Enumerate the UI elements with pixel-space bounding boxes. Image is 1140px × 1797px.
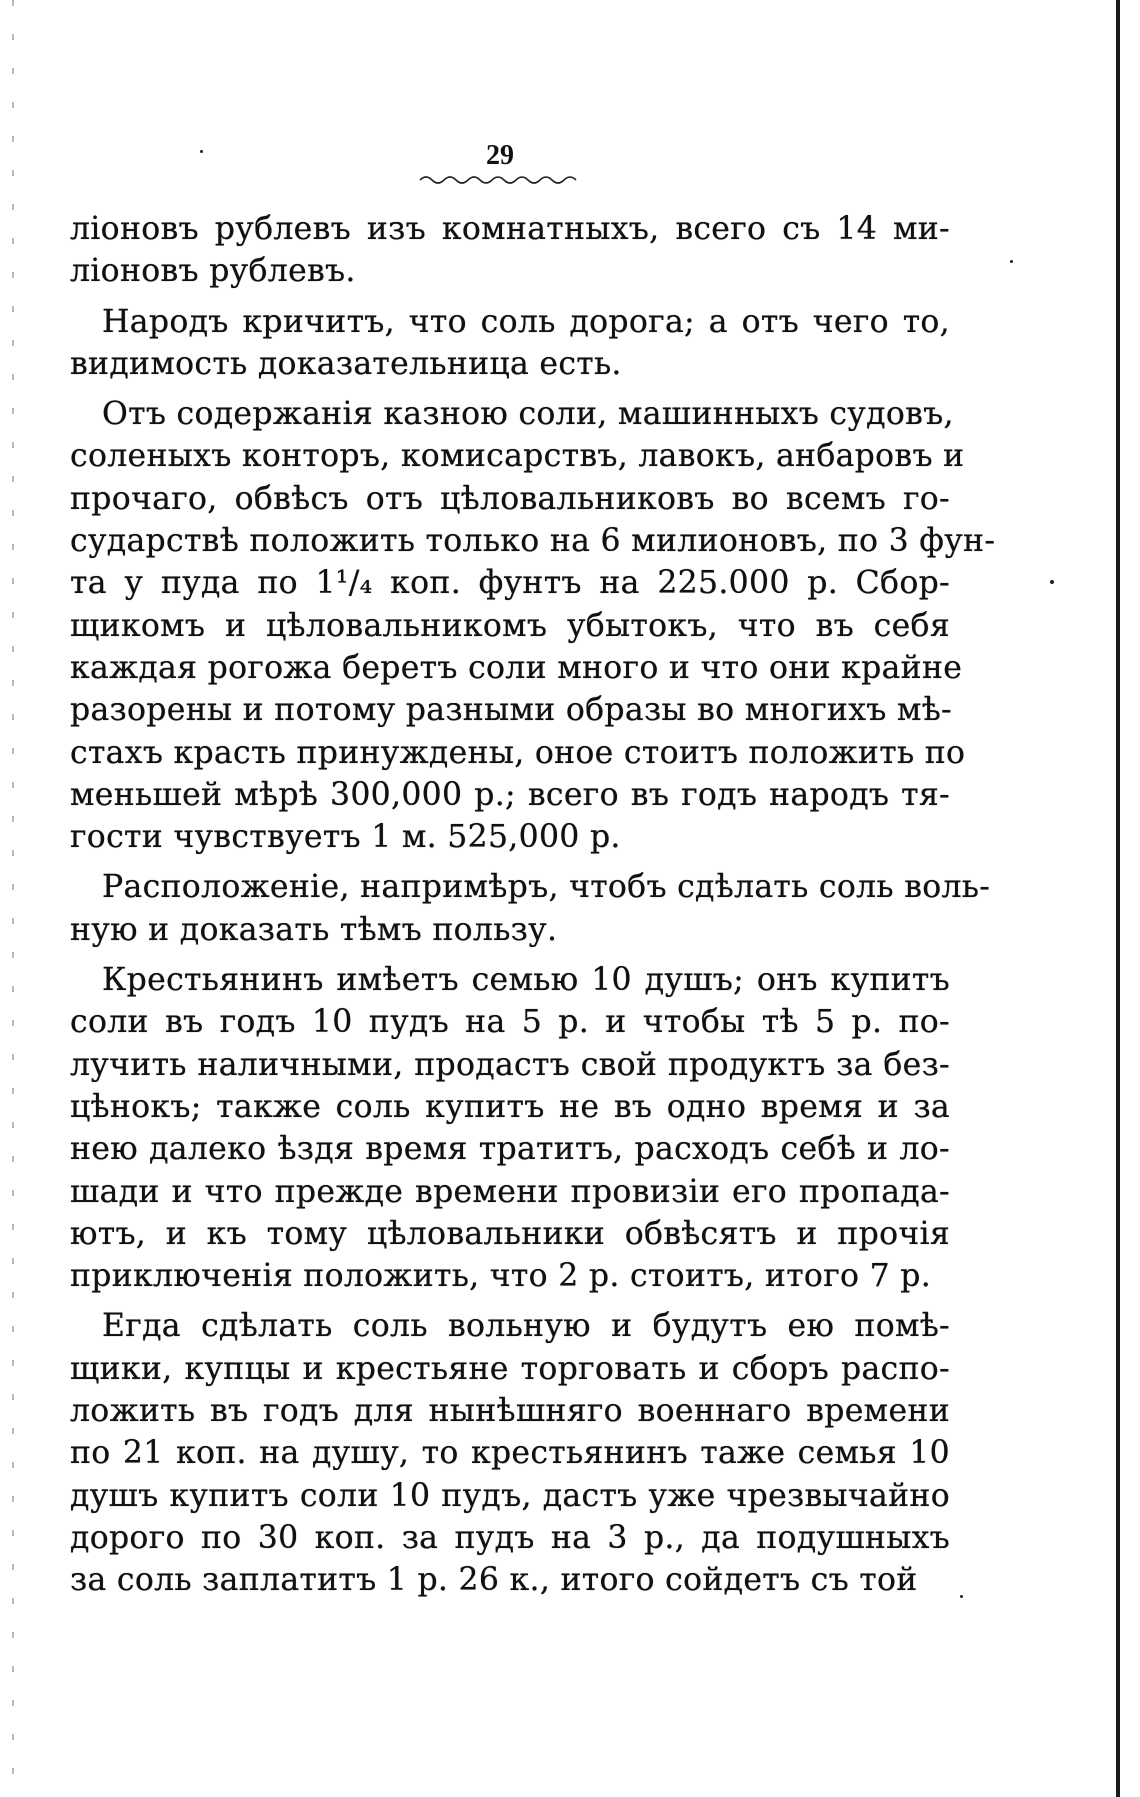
- text-line: Егда сдѣлать соль вольную и будутъ ею помѣ-: [102, 1308, 950, 1345]
- paragraph: [70, 1305, 950, 1601]
- text-line: ліоновъ рублевъ.: [70, 253, 356, 290]
- page-edge-shadow: [1116, 0, 1120, 1797]
- text-line: лучить наличными, продастъ свой продуктъ за без-: [70, 1046, 950, 1083]
- text-line: меньшей мѣрѣ 300,000 р.; всего въ годъ народъ тя-: [70, 776, 950, 813]
- text-line: стахъ красть принуждены, оное стоитъ положить по: [70, 734, 966, 771]
- text-line: каждая рогожа беретъ соли много и что они крайне: [70, 649, 963, 686]
- text-line: гости чувствуетъ 1 м. 525,000 р.: [70, 819, 621, 856]
- scan-edge-marks: [12, 0, 14, 1797]
- text-line: прочаго, обвѣсъ отъ цѣловальниковъ во всемъ го-: [70, 480, 950, 517]
- text-line: дорого по 30 коп. за пудъ на 3 р., да подушныхъ: [70, 1519, 950, 1556]
- text-line: душъ купитъ соли 10 пудъ, дастъ уже чрезвычайно: [70, 1477, 950, 1514]
- ink-speck: [1010, 260, 1013, 263]
- text-line: цѣнокъ; также соль купитъ не въ одно время и за: [70, 1088, 950, 1125]
- text-line: ную и доказать тѣмъ пользу.: [70, 911, 558, 948]
- wavy-rule-ornament: [418, 172, 578, 186]
- paragraph: [70, 393, 996, 858]
- text-line: соли въ годъ 10 пудъ на 5 р. и чтобы тѣ 5 р. по-: [70, 1004, 950, 1041]
- body-text: [70, 208, 996, 1610]
- text-line: видимость доказательница есть.: [70, 345, 622, 382]
- text-line: по 21 коп. на душу, то крестьянинъ таже семья 10: [70, 1435, 950, 1472]
- text-line: Народъ кричитъ, что соль дорога; а отъ чего то,: [102, 303, 950, 340]
- ink-speck: [1050, 580, 1054, 584]
- paragraph: [70, 208, 950, 293]
- text-line: Отъ содержанія казною соли, машинныхъ судовъ,: [102, 396, 954, 433]
- text-line: шади и что прежде времени провизіи его пропада-: [70, 1173, 950, 1210]
- text-line: ліоновъ рублевъ изъ комнатныхъ, всего съ 14 ми-: [70, 211, 950, 247]
- paragraph: [70, 301, 950, 386]
- text-line: разорены и потому разными образы во многихъ мѣ-: [70, 692, 952, 729]
- text-line: ютъ, и къ тому цѣловальники обвѣсятъ и прочія: [70, 1215, 950, 1252]
- text-line: ложить въ годъ для нынѣшняго военнаго времени: [70, 1393, 950, 1430]
- text-line: соленыхъ конторъ, комисарствъ, лавокъ, анбаровъ и: [70, 438, 965, 475]
- text-line: сударствѣ положить только на 6 милионовъ, по 3 фун-: [70, 523, 996, 560]
- text-line: Расположеніе, напримѣръ, чтобъ сдѣлать соль воль-: [102, 869, 991, 906]
- ink-speck: [200, 150, 203, 153]
- text-line: за соль заплатитъ 1 р. 26 к., итого сойдетъ съ той: [70, 1562, 918, 1599]
- text-line: нею далеко ѣздя время тратитъ, расходъ себѣ и ло-: [70, 1131, 950, 1168]
- text-line: щикомъ и цѣловальникомъ убытокъ, что въ себя: [70, 607, 950, 644]
- text-line: Крестьянинъ имѣетъ семью 10 душъ; онъ купитъ: [102, 962, 950, 999]
- page-number: 29: [486, 140, 514, 171]
- paragraph: [70, 959, 950, 1297]
- text-line: щики, купцы и крестьяне торговать и сборъ распо-: [70, 1350, 950, 1387]
- ink-speck: [960, 1595, 963, 1598]
- text-line: приключенія положить, что 2 р. стоитъ, итого 7 р.: [70, 1258, 932, 1295]
- paragraph: [70, 866, 991, 951]
- text-line: та у пуда по 1¹/₄ коп. фунтъ на 225.000 р. Сбор-: [70, 565, 950, 602]
